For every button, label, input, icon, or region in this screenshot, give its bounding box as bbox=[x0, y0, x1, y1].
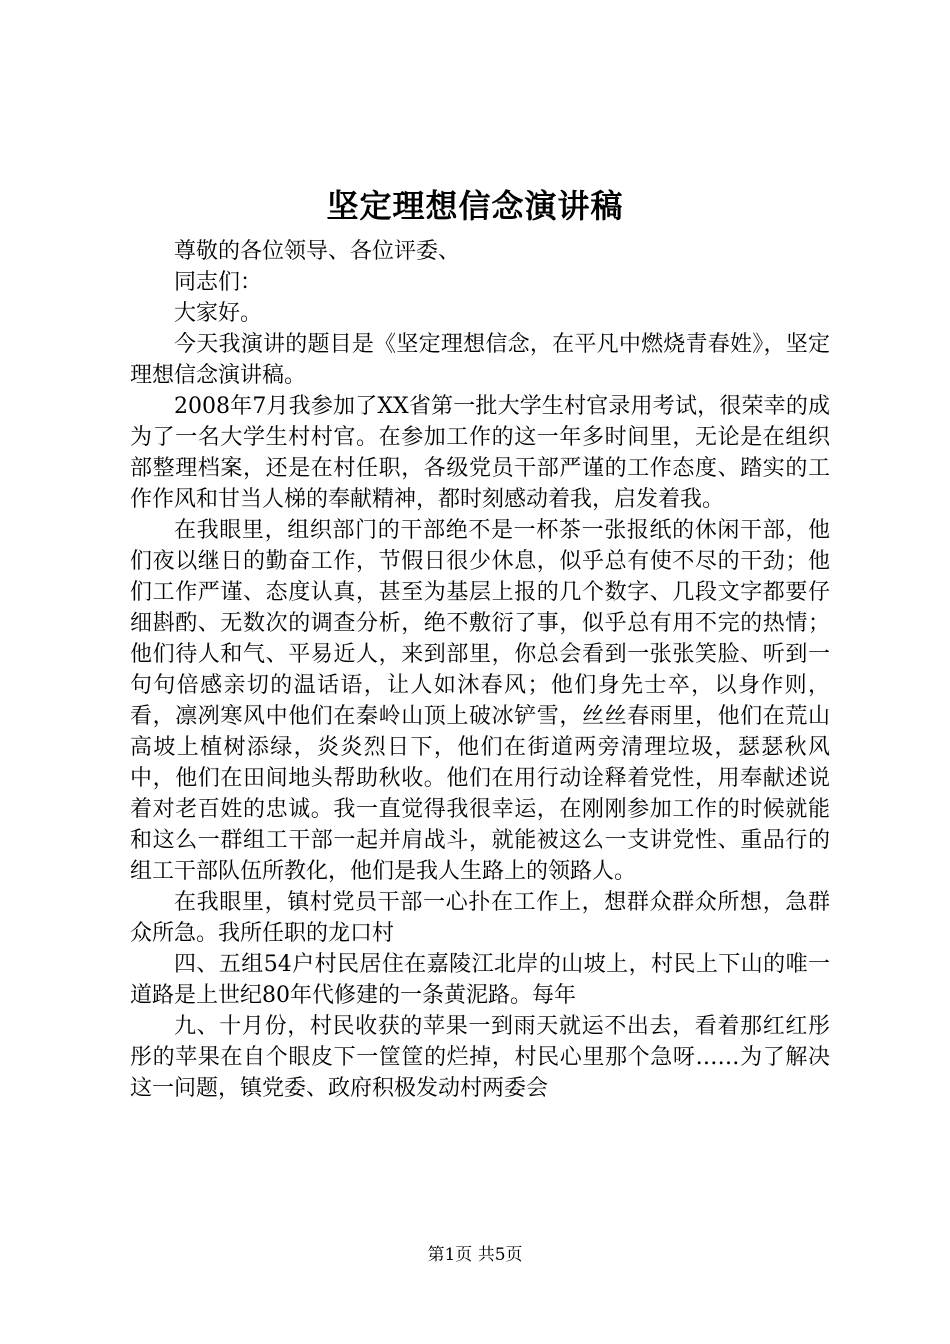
paragraph-background: 2008年7月我参加了XX省第一批大学生村官录用考试，很荣幸的成为了一名大学生村村官。在参加工作的这一年多时间里，无论是在组织部整理档案，还是在村任职，各级党员干部严谨的工作态度、踏实的工作作风和甘当人梯的奉献精神，都时刻感动着我，启发着我。 bbox=[130, 394, 830, 512]
paragraph-organization-cadres: 在我眼里，组织部门的干部绝不是一杯茶一张报纸的休闲干部，他们夜以继日的勤奋工作，节假日很少休息，似乎总有使不尽的干劲；他们工作严谨、态度认真，甚至为基层上报的几个数字、几段文字都要仔细斟酌、无数次的调查分析，绝不敷衍了事，似乎总有用不完的热情；他们待人和气、平易近人，来到部里，你总会看到一张张笑脸、听到一句句倍感亲切的温话语，让人如沐春风；他们身先士卒，以身作则，看，凛冽寒风中他们在秦岭山顶上破冰铲雪，丝丝春雨里，他们在荒山高坡上植树添绿，炎炎烈日下，他们在街道两旁清理垃圾，瑟瑟秋风中，他们在田间地头帮助秋收。他们在用行动诠释着党性，用奉献述说着对老百姓的忠诚。我一直觉得我很幸运，在刚刚参加工作的时候就能和这么一群组工干部一起并肩战斗，就能被这么一支讲党性、重品行的组工干部队伍所教化，他们是我人生路上的领路人。 bbox=[130, 518, 830, 884]
paragraph-topic: 今天我演讲的题目是《坚定理想信念，在平凡中燃烧青春姓》，坚定理想信念演讲稿。 bbox=[130, 332, 830, 388]
paragraph-village-cadres: 在我眼里，镇村党员干部一心扑在工作上，想群众群众所想，急群众所急。我所任职的龙口村 bbox=[130, 890, 830, 946]
paragraph-apple-harvest: 九、十月份，村民收获的苹果一到雨天就运不出去，看着那红红彤彤的苹果在自个眼皮下一筐筐的烂掉，村民心里那个急呀……为了解决这一问题，镇党委、政府积极发动村两委会 bbox=[130, 1014, 830, 1101]
paragraph-village-road: 四、五组54户村民居住在嘉陵江北岸的山坡上，村民上下山的唯一道路是上世纪80年代修建的一条黄泥路。每年 bbox=[130, 952, 830, 1008]
paragraph-greeting: 大家好。 bbox=[174, 301, 263, 326]
paragraph-comrades: 同志们： bbox=[174, 270, 263, 295]
paragraph-salutation: 尊敬的各位领导、各位评委、 bbox=[174, 239, 461, 264]
document-title: 坚定理想信念演讲稿 bbox=[326, 187, 624, 225]
document-body bbox=[130, 236, 830, 1104]
page-number-footer: 第1页 共5页 bbox=[427, 1245, 523, 1265]
